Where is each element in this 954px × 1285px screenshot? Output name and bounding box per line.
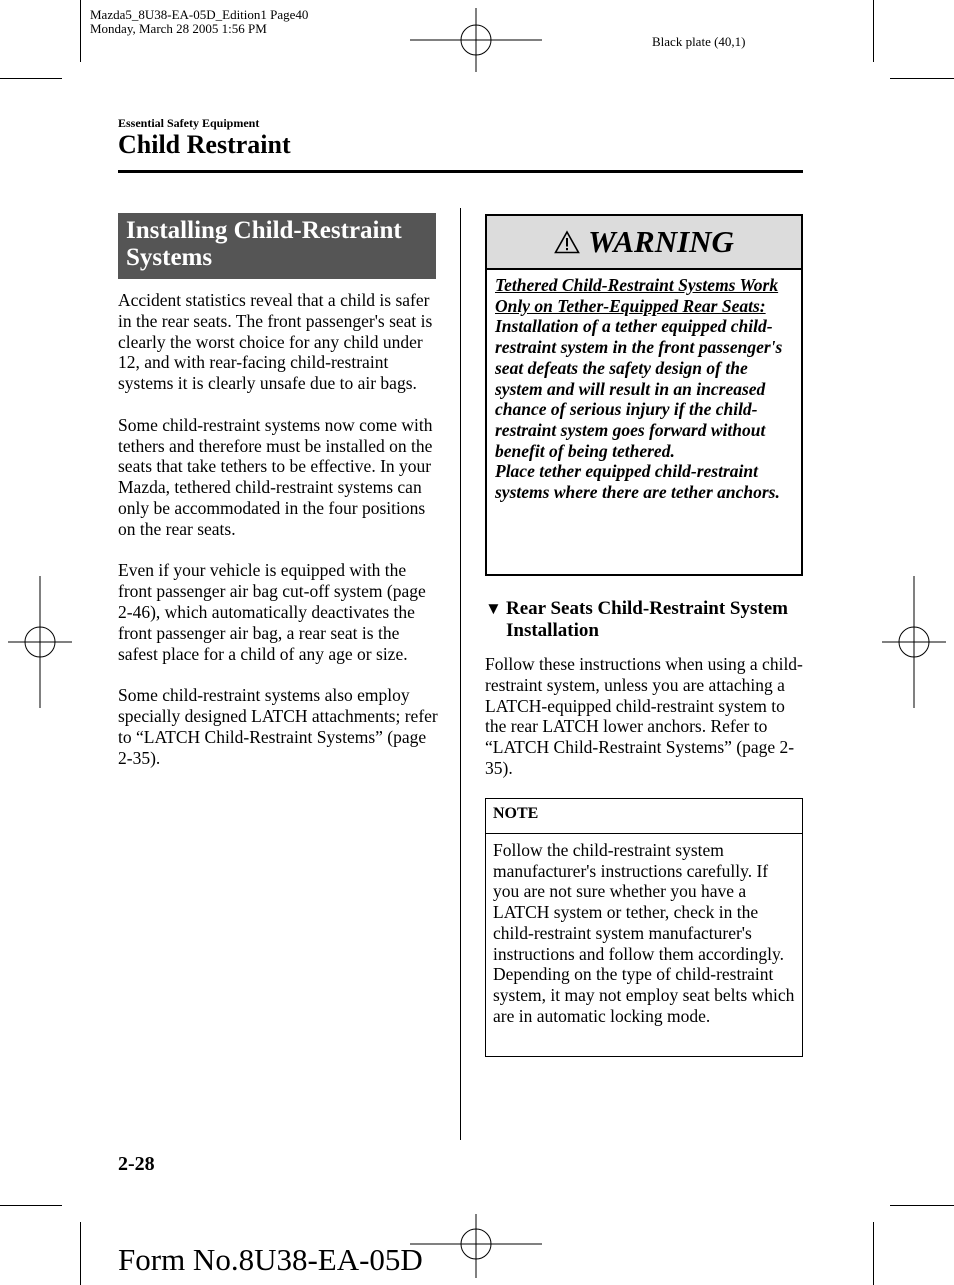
triangle-marker-icon: ▼ [485,599,502,618]
page-number: 2-28 [118,1153,155,1175]
column-divider [460,208,461,1140]
date-line: Monday, March 28 2005 1:56 PM [90,21,267,36]
rear-seats-text: Follow these instructions when using a child-restraint system, unless you are attaching a LATCH-equipped child-restraint system to the rear LATCH lower anchors. Refer to “LATCH Child-Restraint Systems” (page 2-35). [485,654,803,778]
registration-mark-right [882,576,946,708]
warning-triangle-icon [554,230,580,254]
warning-box [485,214,803,576]
note-text: Follow the child-restraint system manufacturer's instructions carefully. If you are not sure whether you have a LATCH system or tether, check in the child-restraint system manufacturer's instructions and follow them accordingly. Depending on the type of child-restraint system, it may not employ seat belts which are in automatic locking mode. [493,840,795,1026]
warning-text: Place tether equipped child-restraint systems where there are tether anchors. [495,461,780,503]
paragraph: Even if your vehicle is equipped with the front passenger air bag cut-off system (page 2-46), which automatically deactivates the front passenger air bag, a rear seat is the safest place for a child of any age or size. [118,560,426,664]
registration-mark-top [410,8,542,72]
warning-subtitle: Tethered Child-Restraint Systems Work Only on Tether-Equipped Rear Seats: [495,275,779,316]
page-title: Child Restraint [118,130,291,159]
registration-mark-bottom [410,1214,542,1278]
rear-seats-heading-block [485,598,803,642]
title-rule [118,170,803,173]
form-number: Form No.8U38-EA-05D [118,1242,423,1277]
warning-body [487,270,801,511]
plate-label: Black plate (40,1) [652,34,746,49]
print-metadata [90,8,308,36]
section-label: Essential Safety Equipment [118,116,260,130]
paragraph: Some child-restraint systems now come with tethers and therefore must be installed on the seats that take tethers to be effective. In your Mazda, tethered child-restraint systems can only be accommodated in the four positions on the rear seats. [118,414,433,539]
installing-heading: Installing Child-Restraint Systems [118,213,436,279]
warning-title: WARNING [588,224,734,259]
warning-header [487,216,801,270]
left-column-text [118,290,440,789]
note-box [485,798,803,1057]
paragraph: Accident statistics reveal that a child is safer in the rear seats. The front passenger's seat is clearly the worst choice for any child under 12, and with rear-facing child-restraint systems it is clearly unsafe due to air bags. [118,290,433,394]
warning-text: Installation of a tether equipped child-restraint system in the front passenger's seat defeats the safety design of the system and will result in an increased chance of serious injury if the child-restraint system goes forward without benefit of being tethered. [495,316,783,461]
note-label: NOTE [486,799,802,834]
paragraph: Some child-restraint systems also employ specially designed LATCH attachments; refer to “LATCH Child-Restraint Systems” (page 2-35). [118,685,438,768]
file-line: Mazda5_8U38-EA-05D_Edition1 Page40 [90,7,309,22]
rear-seats-heading: Rear Seats Child-Restraint System Installation [506,598,788,641]
registration-mark-left [8,576,72,708]
